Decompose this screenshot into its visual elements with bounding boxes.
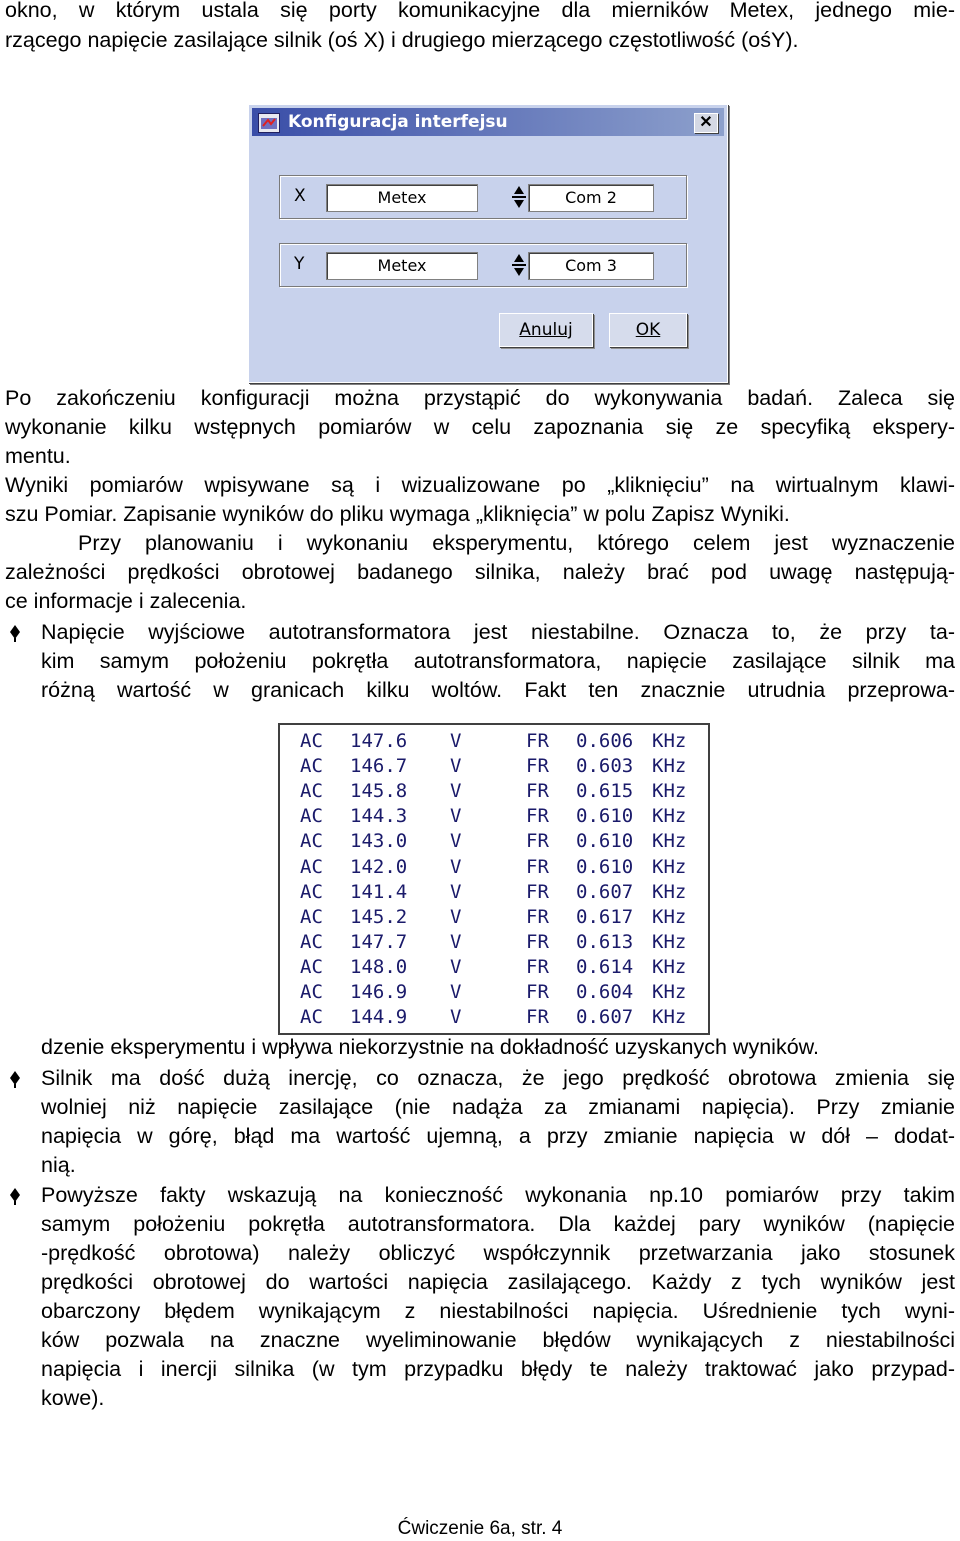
text-line: wolniej niż napięcie zasilające (nie nadąża za zmianami napięcia). Przy zmianie [41,1095,955,1119]
reading-row [280,905,708,930]
reading-v: V [450,855,462,878]
reading-freq: 0.610 [576,805,634,828]
reading-v: V [450,955,462,978]
text-line: ce informacje i zalecenia. [5,589,247,613]
axis-label: X [294,186,306,206]
reading-fr: FR [526,805,549,828]
dialog-titlebar[interactable] [252,108,724,136]
reading-ac: AC [300,755,323,778]
reading-row [280,779,708,804]
text-line: zależności prędkości obrotowej badanego silnika, należy brać pod uwagę następują- [5,560,955,584]
reading-unit: KHz [652,855,687,878]
reading-fr: FR [526,730,549,752]
cancel-label: Anuluj [519,320,573,340]
meter-select[interactable]: Metex [326,184,478,212]
text-line: mentu. [5,444,71,468]
reading-ac: AC [300,855,323,878]
reading-fr: FR [526,880,549,903]
axis-label: Y [294,254,305,274]
reading-v: V [450,780,462,803]
text-line: różną wartość w granicach kilku woltów. Fakt ten znacznie utrudnia przeprowa- [41,678,955,702]
text-line: napięcia i inercji silnika (w tym przypadku błędy te należy traktować jako przypad- [41,1357,955,1381]
bullet-diamond-icon [8,623,22,643]
close-icon[interactable]: ✕ [694,113,718,133]
reading-unit: KHz [652,730,687,752]
text-line: napięcia w górę, błąd ma wartość ujemną, a przy zmianie napięcia w dół – dodat- [41,1124,955,1148]
reading-fr: FR [526,830,549,853]
reading-voltage: 141.4 [350,880,408,903]
reading-v: V [450,930,462,953]
reading-fr: FR [526,855,549,878]
reading-fr: FR [526,905,549,928]
reading-freq: 0.610 [576,855,634,878]
reading-ac: AC [300,981,323,1003]
reading-v: V [450,905,462,928]
reading-voltage: 146.7 [350,755,408,778]
text-line: Po zakończeniu konfiguracji można przystąpić do wykonywania badań. Zaleca się [5,386,955,410]
reading-freq: 0.615 [576,780,634,803]
reading-row [280,930,708,955]
reading-ac: AC [300,955,323,978]
reading-ac: AC [300,805,323,828]
bullet-diamond-icon [8,1186,22,1206]
reading-row [280,955,708,980]
reading-ac: AC [300,880,323,903]
reading-voltage: 144.3 [350,805,408,828]
reading-unit: KHz [652,755,687,778]
reading-v: V [450,880,462,903]
reading-unit: KHz [652,981,687,1003]
reading-v: V [450,830,462,853]
port-select[interactable]: Com 3 [528,252,654,280]
reading-unit: KHz [652,905,687,928]
reading-freq: 0.607 [576,1006,634,1029]
reading-freq: 0.604 [576,981,634,1003]
axis-y-group [279,243,687,287]
text-line: Powyższe fakty wskazują na konieczność wykonania np.10 pomiarów przy takim [41,1183,955,1207]
reading-freq: 0.614 [576,955,634,978]
dialog-title: Konfiguracja interfejsu [288,112,508,132]
reading-unit: KHz [652,780,687,803]
app-icon [258,113,280,133]
reading-fr: FR [526,755,549,778]
text-line: samym położeniu pokrętła autotransformatora. Dla każdej pary wyników (napięcie [41,1212,955,1236]
reading-v: V [450,981,462,1003]
reading-ac: AC [300,830,323,853]
reading-voltage: 144.9 [350,1006,408,1029]
reading-voltage: 146.9 [350,981,408,1003]
text-line: kowe). [41,1386,105,1410]
reading-unit: KHz [652,930,687,953]
reading-unit: KHz [652,880,687,903]
reading-voltage: 143.0 [350,830,408,853]
spinner-icon[interactable] [512,250,526,280]
reading-row [280,754,708,779]
reading-freq: 0.617 [576,905,634,928]
reading-ac: AC [300,905,323,928]
axis-x-group [279,175,687,219]
reading-ac: AC [300,930,323,953]
ok-label: OK [635,320,661,340]
text-line: wykonanie kilku wstępnych pomiarów w celu zapoznania się ze specyfiką ekspery- [5,415,955,439]
text-line: Wyniki pomiarów wpisywane są i wizualizowane po „kliknięciu” na wirtualnym klawi- [5,473,955,497]
meter-select[interactable]: Metex [326,252,478,280]
text-line: Przy planowaniu i wykonaniu eksperymentu, którego celem jest wyznaczenie [78,531,955,555]
reading-fr: FR [526,1006,549,1029]
spinner-icon[interactable] [512,182,526,212]
reading-freq: 0.606 [576,730,634,752]
text-line: szu Pomiar. Zapisanie wyników do pliku wymaga „kliknięcia” w polu Zapisz Wyniki. [5,502,790,526]
reading-row [280,880,708,905]
reading-unit: KHz [652,955,687,978]
reading-row [280,1005,708,1030]
bullet-diamond-icon [8,1069,22,1089]
reading-v: V [450,1006,462,1029]
reading-unit: KHz [652,805,687,828]
reading-v: V [450,805,462,828]
reading-row [280,729,708,754]
reading-ac: AC [300,730,323,752]
reading-voltage: 147.7 [350,930,408,953]
reading-voltage: 147.6 [350,730,408,752]
reading-ac: AC [300,1006,323,1029]
text-line: prędkości obrotowej do wartości napięcia zasilającego. Każdy z tych wyników jest [41,1270,955,1294]
text-line: ków pozwala na znaczne wyeliminowanie błędów wynikających z niestabilności [41,1328,955,1352]
reading-row [280,804,708,829]
reading-fr: FR [526,930,549,953]
reading-row [280,980,708,1005]
reading-row [280,855,708,880]
reading-unit: KHz [652,830,687,853]
text-line: okno, w którym ustala się porty komunikacyjne dla mierników Metex, jednego mie- [5,0,955,22]
page-footer: Ćwiczenie 6a, str. 4 [397,1518,563,1539]
reading-freq: 0.607 [576,880,634,903]
reading-row [280,829,708,854]
reading-voltage: 145.8 [350,780,408,803]
reading-voltage: 142.0 [350,855,408,878]
text-line: Napięcie wyjściowe autotransformatora jest niestabilne. Oznacza to, że przy ta- [41,620,955,644]
text-line: Silnik ma dość dużą inercję, co oznacza, że jego prędkość obrotowa zmienia się [41,1066,955,1090]
text-line: dzenie eksperymentu i wpływa niekorzystnie na dokładność uzyskanych wyników. [41,1035,819,1059]
text-line: kim samym położeniu pokrętła autotransformatora, napięcie zasilające silnik ma [41,649,955,673]
text-line: rzącego napięcie zasilające silnik (oś X) i drugiego mierzącego częstotliwość (ośY). [5,28,799,52]
reading-freq: 0.610 [576,830,634,853]
reading-fr: FR [526,981,549,1003]
config-dialog [248,104,728,383]
reading-fr: FR [526,780,549,803]
port-select[interactable]: Com 2 [528,184,654,212]
reading-v: V [450,730,462,752]
text-line: obarczony błędem wynikającym z niestabilności napięcia. Uśrednienie tych wyni- [41,1299,955,1323]
reading-fr: FR [526,955,549,978]
reading-ac: AC [300,780,323,803]
reading-unit: KHz [652,1006,687,1029]
ok-button[interactable] [609,313,687,347]
meter-readings-box [278,723,710,1035]
reading-voltage: 145.2 [350,905,408,928]
text-line: nią. [41,1153,76,1177]
reading-freq: 0.603 [576,755,634,778]
reading-freq: 0.613 [576,930,634,953]
reading-voltage: 148.0 [350,955,408,978]
text-line: -prędkość obrotowa) należy obliczyć współczynnik przetwarzania jako stosunek [41,1241,955,1265]
reading-v: V [450,755,462,778]
cancel-button[interactable] [499,313,593,347]
